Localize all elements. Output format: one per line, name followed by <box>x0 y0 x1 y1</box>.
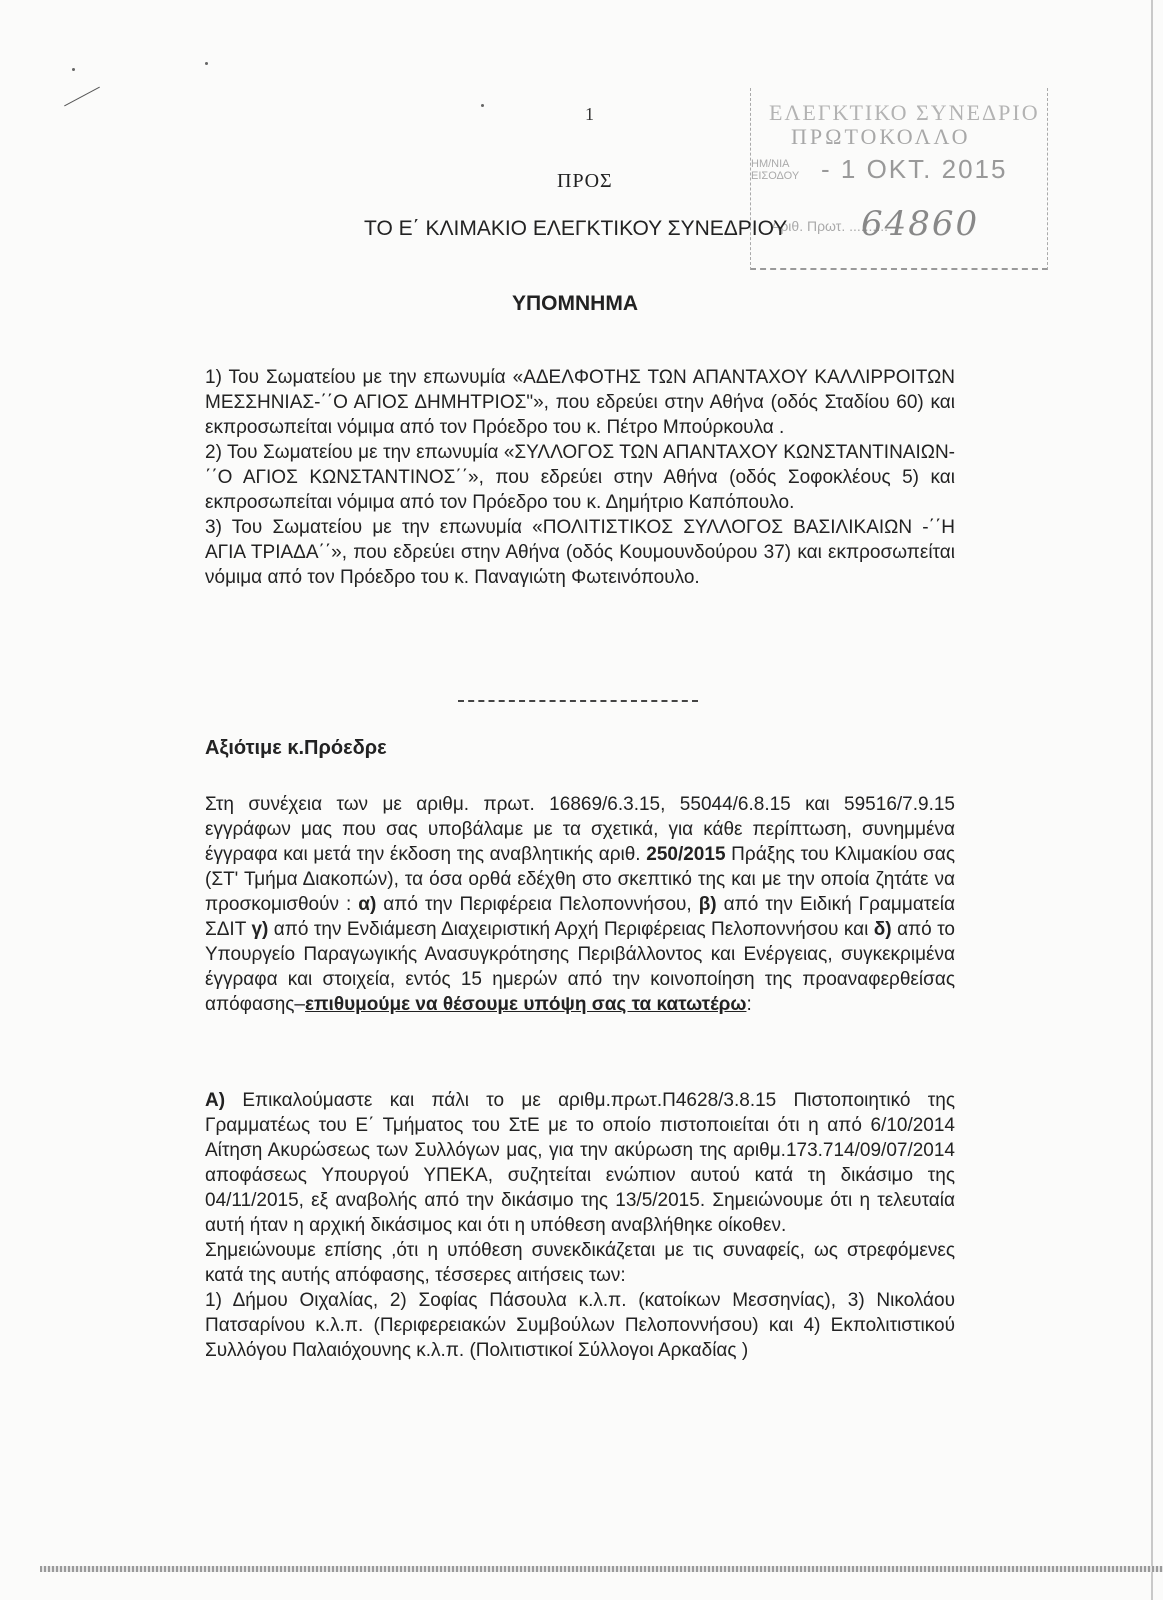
text-run: από την Περιφέρεια Πελοποννήσου, <box>376 894 699 915</box>
section-label: Α) <box>205 1090 226 1111</box>
section-a <box>205 1088 955 1363</box>
text-run: από την Ενδιάμεση Διαχειριστική Αρχή Περιφέρειας Πελοποννήσου και <box>268 919 874 940</box>
parties-list <box>205 365 955 590</box>
salutation: Αξιότιμε κ.Πρόεδρε <box>205 737 387 759</box>
scan-edge-right <box>1151 0 1153 1600</box>
stamp-registry-label: ΠΡΩΤΟΚΟΛΛΟ <box>791 124 971 149</box>
text-run: από την Ειδική Γραμματεία ΣΔΙΤ <box>205 894 955 940</box>
item-marker: γ) <box>251 919 269 940</box>
section-a-paragraph <box>205 1088 955 1238</box>
addressee-court: ΤΟ Ε΄ ΚΛΙΜΑΚΙΟ ΕΛΕΓΚΤΙΚΟΥ ΣΥΝΕΔΡΙΟΥ <box>364 217 788 240</box>
page-number: 1 <box>585 104 594 124</box>
item-marker: α) <box>358 894 377 915</box>
item-marker: β) <box>698 894 717 915</box>
scan-speck <box>72 68 75 71</box>
addressee-label: ΠΡΟΣ <box>557 170 613 192</box>
scan-speck <box>205 62 208 65</box>
text-run: από το Υπουργείο Παραγωγικής Ανασυγκρότησης Περιβάλλοντος και Ενέργειας, συγκεκριμένα έγγραφα και στοιχεία, εντός 15 ημερών από την κοινοποίηση της προαναφερθείσας απόφασης– <box>205 919 955 1015</box>
pen-mark <box>64 87 100 107</box>
text-run: Πράξης του Κλιμακίου σας (ΣΤ' Τμήμα Διακοπών), τα όσα ορθά εδέχθη στο σκεπτικό της και με την οποία ζητάτε να προσκομισθούν : <box>205 844 955 915</box>
stamp-reg-label: Αριθ. Πρωτ. .......... <box>771 218 888 234</box>
stamp-date: - 1 ΟΚΤ. 2015 <box>821 154 1008 184</box>
scan-edge-bottom <box>40 1566 1163 1572</box>
party-item: 3) Του Σωματείου με την επωνυμία «ΠΟΛΙΤΙΣΤΙΚΟΣ ΣΥΛΛΟΓΟΣ ΒΑΣΙΛΙΚΑΙΩΝ -΄΄Η ΑΓΙΑ ΤΡΙΑΔΑ΄΄», που εδρεύει στην Αθήνα (οδός Κουμουνδούρου 37) και εκπροσωπείται νόμιμα από τον Πρόεδρο του κ. Παναγιώτη Φωτεινόπουλο. <box>205 517 955 588</box>
text-run: : <box>746 994 752 1015</box>
section-a-paragraph: Σημειώνουμε επίσης ,ότι η υπόθεση συνεκδικάζεται με τις συναφείς, ως στρεφόμενες κατά της αυτής απόφασης, τέσσερες αιτήσεις των: <box>205 1240 955 1286</box>
intro-paragraph <box>205 792 955 1017</box>
scan-speck <box>481 104 484 107</box>
decision-number: 250/2015 <box>646 844 726 865</box>
text-run: Στη συνέχεια των με αριθμ. πρωτ. 16869/6.3.15, 55044/6.8.15 και 59516/7.9.15 εγγράφων μας που σας υποβάλαμε με τα σχετικά, για κάθε περίπτωση, συνημμένα έγγραφα και μετά την έκδοση της αναβλητικής αριθ. <box>205 794 955 865</box>
emphasized-phrase: επιθυμούμε να θέσουμε υπόψη σας τα κατωτέρω <box>304 994 747 1015</box>
stamp-date-label: ΗΜ/ΝΙΑ ΕΙΣΟΔΟΥ <box>751 158 800 182</box>
stamp-reg-number: 64860 <box>861 204 980 244</box>
text-run: Επικαλούμαστε και πάλι το με αριθμ.πρωτ.Π4628/3.8.15 Πιστοποιητικό της Γραμματέως του Ε΄ Τμήματος του ΣτΕ με το οποίο πιστοποιείται ότι η από 6/10/2014 Αίτηση Ακυρώσεως των Συλλόγων μας, για την ακύρωση της αριθμ.173.714/09/07/2014 αποφάσεως Υπουργού ΥΠΕΚΑ, συζητείται ενώπιον αυτού κατά τη δικάσιμο της 04/11/2015, εξ αναβολής από την δικάσιμο της 13/5/2015. Σημειώνουμε ότι η τελευταία αυτή ήταν η αρχική δικάσιμος και ότι η υπόθεση αναβλήθηκε οίκοθεν. <box>205 1090 955 1236</box>
section-separator <box>458 700 698 702</box>
section-a-paragraph: 1) Δήμου Οιχαλίας, 2) Σοφίας Πάσουλα κ.λ.π. (κατοίκων Μεσσηνίας), 3) Νικολάου Πατσαρίνου κ.λ.π. (Περιφερειακών Συμβούλων Πελοποννήσου) και 4) Εκπολιτιστικού Συλλόγου Παλαιόχουνης κ.λ.π. (Πολιτιστικοί Σύλλογοι Αρκαδίας ) <box>205 1290 955 1361</box>
party-item: 1) Του Σωματείου με την επωνυμία «ΑΔΕΛΦΟΤΗΣ ΤΩΝ ΑΠΑΝΤΑΧΟΥ ΚΑΛΛΙΡΡΟΙΤΩΝ ΜΕΣΣΗΝΙΑΣ-΄΄Ο ΑΓΙΟΣ ΔΗΜΗΤΡΙΟΣ"», που εδρεύει στην Αθήνα (οδός Σταδίου 60) και εκπροσωπείται νόμιμα από τον Πρόεδρο του κ. Πέτρο Μπούρκουλα . <box>205 367 955 438</box>
item-marker: δ) <box>873 919 892 940</box>
stamp-org-name: ΕΛΕΓΚΤΙΚΟ ΣΥΝΕΔΡΙΟ <box>769 100 1040 125</box>
registry-stamp <box>750 88 1048 270</box>
party-item: 2) Του Σωματείου με την επωνυμία «ΣΥΛΛΟΓΟΣ ΤΩΝ ΑΠΑΝΤΑΧΟΥ ΚΩΝΣΤΑΝΤΙΝΑΙΩΝ-΄΄Ο ΑΓΙΟΣ ΚΩΝΣΤΑΝΤΙΝΟΣ΄΄», που εδρεύει στην Αθήνα (οδός Σοφοκλέους 5) και εκπροσωπείται νόμιμα από τον Πρόεδρο του κ. Δημήτριο Καπόπουλο. <box>205 442 955 513</box>
document-title: ΥΠΟΜΝΗΜΑ <box>512 292 638 315</box>
